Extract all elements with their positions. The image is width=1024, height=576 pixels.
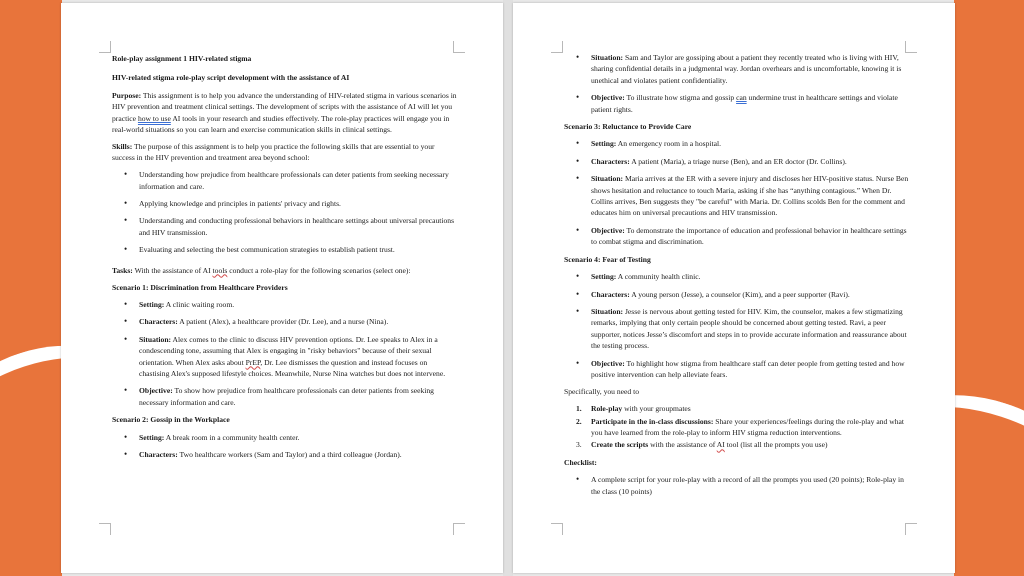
characters-text: A patient (Alex), a healthcare provider (Dr. Lee), and a nurse (Nina). — [177, 317, 389, 327]
step-number: 2. — [576, 416, 582, 426]
tasks-text-a: With the assistance of AI — [132, 265, 213, 275]
crop-mark-bottom-left — [551, 523, 563, 535]
step-text-b: tool (list all the prompts you use) — [724, 440, 828, 450]
objective-label: Objective: — [591, 358, 625, 368]
crop-mark-top-left — [99, 41, 111, 53]
crop-mark-top-right — [453, 41, 465, 53]
situation-text-a: Alex comes to the clinic to discuss HIV prevention options. Dr. Lee speaks to Alex in a condescending tone, assuming that Alex is engaging in "risky behaviors" because of their sexual orientation. When Alex asks about — [139, 334, 438, 367]
list-item: • Understanding how prejudice from healthcare professionals can deter patients from seeking necessary information and care. — [112, 169, 457, 192]
setting-text: A community health clinic. — [616, 272, 701, 282]
list-item — [564, 289, 909, 300]
list-item — [564, 439, 909, 450]
characters-text: A patient (Maria), a triage nurse (Ben), and an ER doctor (Dr. Collins). — [629, 156, 847, 166]
objective-text: To demonstrate the importance of education and professional behavior in healthcare settings to combat stigma and discrimination. — [591, 225, 907, 247]
list-item — [564, 225, 909, 248]
scenario-2-list — [112, 432, 457, 461]
list-item: • Evaluating and selecting the best communication strategies to establish patient trust. — [112, 244, 457, 255]
list-item — [564, 416, 909, 439]
characters-label: Characters: — [591, 289, 630, 299]
setting-text: An emergency room in a hospital. — [616, 139, 721, 149]
step-number: 1. — [576, 404, 582, 414]
setting-label: Setting: — [591, 139, 617, 149]
scenario-2-heading: Scenario 2: Gossip in the Workplace — [112, 415, 230, 425]
specifically-paragraph: Specifically, you need to — [564, 387, 639, 397]
setting-text: A clinic waiting room. — [164, 300, 235, 309]
skills-list — [112, 169, 457, 255]
characters-label: Characters: — [139, 317, 178, 327]
crop-mark-top-left — [551, 41, 563, 53]
list-item — [112, 432, 457, 443]
characters-text: Two healthcare workers (Sam and Taylor) and a third colleague (Jordan). — [177, 450, 402, 460]
list-item — [112, 385, 457, 408]
step-label: Role-play — [591, 404, 623, 414]
list-item — [112, 449, 457, 460]
list-item — [564, 358, 909, 381]
scenario-3-heading: Scenario 3: Reluctance to Provide Care — [564, 122, 692, 132]
scenario-1-list — [112, 299, 457, 408]
step-label: Participate in the in-class discussions: — [591, 416, 714, 426]
document-title: Role-play assignment 1 HIV-related stigma — [112, 54, 252, 63]
tasks-text-b: conduct a role-play for the following scenarios (select one): — [227, 265, 411, 275]
spell-flag-tools[interactable]: tools — [212, 265, 228, 275]
situation-text: Jesse is nervous about getting tested for HIV. Kim, the counselor, makes a few stigmatizing remarks, implying that only certain people should be concerned about getting tested. Ravi, a peer supporter, notices Jesse’s discomfort and steps in to provide accurate information and reassurance about the testing process. — [591, 306, 907, 351]
document-page-right[interactable] — [513, 3, 955, 573]
spell-flag-prep[interactable]: PrEP — [245, 357, 261, 367]
purpose-label: Purpose: — [112, 90, 142, 100]
orange-band-left — [0, 0, 62, 576]
step-label: Create the scripts — [591, 440, 649, 450]
list-item: • Understanding and conducting professional behaviors in healthcare settings about universal precautions and HIV transmission. — [112, 215, 457, 238]
situation-text: Sam and Taylor are gossiping about a patient they recently treated who is living with HIV, sharing confidential details in a judgmental way. Jordan overhears and is uncomfortable, knowing it is unethical and violates patient confidentiality. — [591, 53, 902, 85]
scenario-4-list — [564, 271, 909, 380]
skills-text: The purpose of this assignment is to help you practice the following skills that are essential to your success in the HIV prevention and treatment area beyond school: — [112, 141, 435, 163]
situation-label: Situation: — [591, 53, 624, 62]
list-item — [564, 173, 909, 219]
step-text-a: with the assistance of — [648, 440, 717, 450]
list-item — [112, 316, 457, 327]
list-item — [564, 306, 909, 352]
objective-text-b: undermine trust in healthcare settings and violate patient rights. — [591, 93, 898, 114]
objective-label: Objective: — [591, 225, 625, 235]
list-item — [564, 52, 909, 86]
list-item — [112, 299, 457, 310]
list-item: • Applying knowledge and principles in patients' privacy and rights. — [112, 198, 457, 209]
objective-label: Objective: — [139, 386, 173, 396]
checklist-list — [564, 474, 909, 497]
objective-text: To show how prejudice from healthcare professionals can deter patients from seeking necessary information and care. — [139, 386, 434, 407]
tasks-paragraph — [112, 265, 457, 276]
setting-text: A break room in a community health center. — [164, 432, 300, 442]
situation-label: Situation: — [591, 306, 624, 316]
scenario-2-list-continued — [564, 52, 909, 115]
setting-label: Setting: — [591, 272, 617, 282]
list-item — [564, 156, 909, 167]
list-item: • A complete script for your role-play with a record of all the prompts you used (20 points); Role-play in the class (10 points) — [564, 474, 909, 497]
situation-label: Situation: — [591, 174, 624, 184]
list-item — [564, 138, 909, 149]
document-subtitle: HIV-related stigma role-play script development with the assistance of AI — [112, 73, 350, 83]
list-item — [564, 271, 909, 282]
crop-mark-bottom-right — [905, 523, 917, 535]
list-item — [564, 92, 909, 115]
purpose-text-b: AI tools in your research and studies effectively. The role-play practices will engage you in real-world situations so you can learn and exercise communication skills in clinical settings. — [112, 113, 450, 135]
setting-label: Setting: — [139, 432, 165, 442]
scenario-1-heading: Scenario 1: Discrimination from Healthcare Providers — [112, 282, 288, 292]
steps-list — [564, 403, 909, 451]
crop-mark-bottom-right — [453, 523, 465, 535]
scenario-3-list — [564, 138, 909, 247]
objective-text: To highlight how stigma from healthcare staff can deter people from getting tested and how positive intervention can help alleviate fears. — [591, 358, 905, 379]
list-item — [564, 403, 909, 414]
page-left-content — [112, 53, 457, 466]
objective-text-a: To illustrate how stigma and gossip — [624, 93, 737, 103]
list-item — [112, 334, 457, 380]
document-page-left[interactable] — [61, 3, 503, 573]
page-gap — [503, 0, 513, 576]
crop-mark-bottom-left — [99, 523, 111, 535]
step-text: Share your experiences/feelings during the role-play and what you have learned from the role-play to inform HIV stigma reduction interventions. — [591, 416, 904, 438]
grammar-flag-can[interactable]: can — [736, 93, 747, 103]
characters-text: A young person (Jesse), a counselor (Kim), and a peer supporter (Ravi). — [629, 289, 850, 299]
step-number: 3. — [576, 440, 582, 450]
characters-label: Characters: — [591, 156, 630, 166]
situation-text: Maria arrives at the ER with a severe injury and discloses her HIV-positive status. Nurse Ben shows hesitation and reluctance to touch Maria, asking if she has “anything contagious.” When Dr. Collins arrives, Ben suggests they "be careful" with Maria. Dr. Collins scolds Ben for the comment and educates him on universal precautions and HIV transmission. — [591, 174, 909, 218]
purpose-text-a: This assignment is to help you advance the understanding of HIV-related stigma in various scenarios in HIV prevention and treatment clinical settings. The development of scripts with the assistance of AI will let you practice — [112, 90, 457, 123]
grammar-flag-how-to-use[interactable]: how to use — [137, 113, 171, 123]
situation-label: Situation: — [139, 334, 172, 344]
skills-label: Skills: — [112, 141, 133, 151]
spell-flag-ai[interactable]: AI — [716, 440, 725, 450]
skills-paragraph — [112, 141, 457, 164]
tasks-label: Tasks: — [112, 265, 133, 275]
setting-label: Setting: — [139, 300, 165, 309]
scenario-4-heading: Scenario 4: Fear of Testing — [564, 254, 651, 264]
checklist-heading: Checklist: — [564, 457, 597, 467]
step-text: with your groupmates — [622, 404, 691, 414]
page-right-content — [564, 52, 909, 503]
purpose-paragraph — [112, 90, 457, 136]
situation-text-b: , Dr. Lee dismisses the question and instead focuses on chastising Alex's supposed lifestyle choices. Meanwhile, Nurse Nina watches but does not intervene. — [139, 357, 446, 379]
characters-label: Characters: — [139, 450, 178, 460]
objective-label: Objective: — [591, 93, 625, 103]
